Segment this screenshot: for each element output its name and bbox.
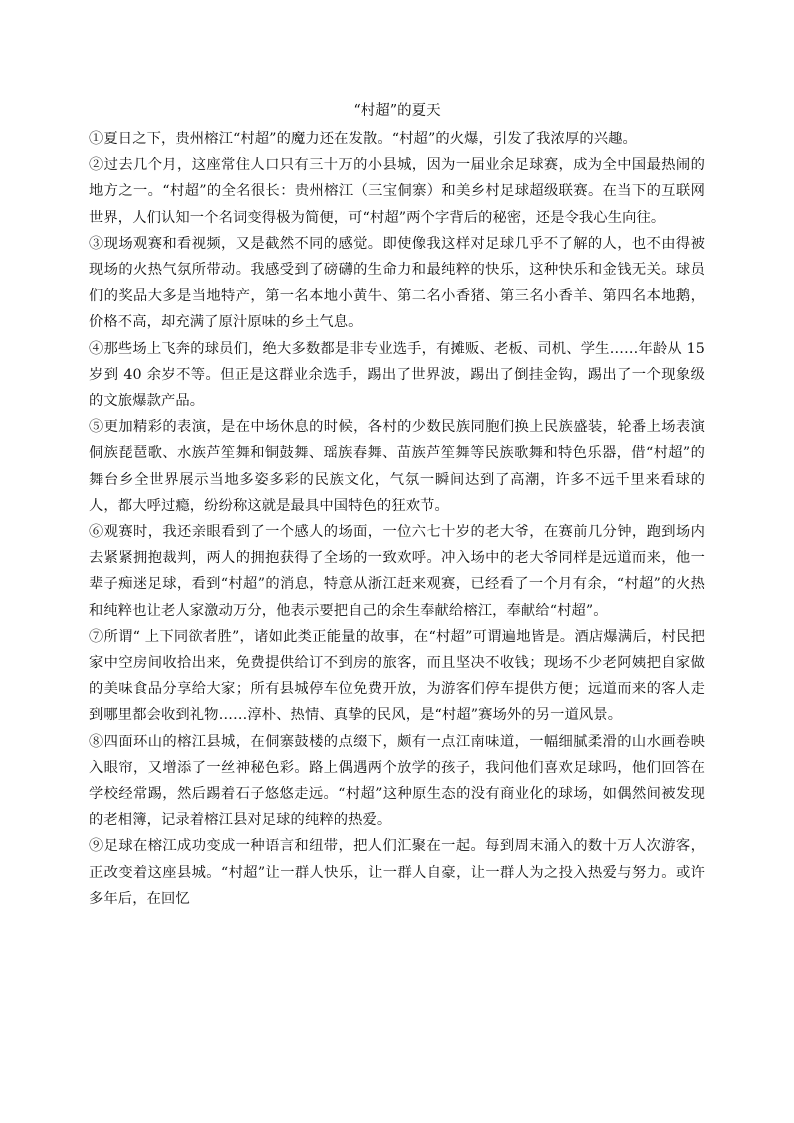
paragraph-9: ⑨足球在榕江成功变成一种语言和纽带，把人们汇聚在一起。每到周末涌入的数十万人次游客，正改变着这座县城。“村超”让一群人快乐，让一群人自豪，让一群人为之投入热爱与努力。或许多年后，在回忆 (89, 838, 705, 907)
paragraph-7: ⑦所谓“ 上下同欲者胜”，诸如此类正能量的故事，在“村超”可谓遍地皆是。酒店爆满后，村民把家中空房间收拾出来，免费提供给订不到房的旅客，而且坚决不收钱；现场不少老阿姨把自家做的美味食品分享给大家；所有县城停车位免费开放，为游客们停车提供方便；远道而来的客人走到哪里都会收到礼物……淳朴、热情、真挚的民风，是“村超”赛场外的另一道风景。 (89, 628, 705, 724)
document-page (89, 98, 705, 912)
document-title: “村超”的夏天 (353, 103, 441, 119)
paragraph-4: ④那些场上飞奔的球员们，绝大多数都是非专业选手，有摊贩、老板、司机、学生……年龄从 15 岁到 40 余岁不等。但正是这群业余选手，踢出了世界波，踢出了倒挂金钩，踢出了一个现象级的文旅爆款产品。 (89, 340, 705, 410)
paragraph-6: ⑥观赛时，我还亲眼看到了一个感人的场面，一位六七十岁的老大爷，在赛前几分钟，跑到场内去紧紧拥抱裁判，两人的拥抱获得了全场的一致欢呼。冲入场中的老大爷同样是远道而来，他一辈子痴迷足球，看到“村超”的消息，特意从浙江赶来观赛，已经看了一个月有余，“村超”的火热和纯粹也让老人家激动万分，他表示要把自己的余生奉献给榕江，奉献给“村超”。 (89, 524, 705, 619)
paragraph-3: ③现场观赛和看视频，又是截然不同的感觉。即使像我这样对足球几乎不了解的人，也不由得被现场的火热气氛所带动。我感受到了磅礴的生命力和最纯粹的快乐，这种快乐和金钱无关。球员们的奖品大多是当地特产，第一名本地小黄牛、第二名小香猪、第三名小香羊、第四名本地鹅，价格不高，却充满了原汁原味的乡土气息。 (89, 235, 705, 331)
paragraph-2: ②过去几个月，这座常住人口只有三十万的小县城，因为一届业余足球赛，成为全中国最热闹的地方之一。“村超”的全名很长：贵州榕江（三宝侗寨）和美乡村足球超级联赛。在当下的互联网世界，人们认知一个名词变得极为简便，可“村超”两个字背后的秘密，还是令我心生向往。 (89, 157, 705, 226)
paragraph-1: ①夏日之下，贵州榕江“村超”的魔力还在发散。“村超”的火爆，引发了我浓厚的兴趣。 (89, 131, 637, 147)
paragraph-5: ⑤更加精彩的表演，是在中场休息的时候，各村的少数民族同胞们换上民族盛装，轮番上场表演侗族琵琶歌、水族芦笙舞和铜鼓舞、瑶族春舞、苗族芦笙舞等民族歌舞和特色乐器，借“村超”的舞台乡全世界展示当地多姿多彩的民族文化，气氛一瞬间达到了高潮，许多不远千里来看球的人，都大呼过瘾，纷纷称这就是最具中国特色的狂欢节。 (89, 419, 705, 514)
paragraph-8: ⑧四面环山的榕江县城，在侗寨鼓楼的点缀下，颇有一点江南味道，一幅细腻柔滑的山水画卷映入眼帘，又增添了一丝神秘色彩。路上偶遇两个放学的孩子，我问他们喜欢足球吗，他们回答在学校经常踢，然后踢着石子悠悠走远。“村超”这种原生态的没有商业化的球场，如偶然间被发现的老相簿，记录着榕江县对足球的纯粹的热爱。 (89, 733, 705, 829)
